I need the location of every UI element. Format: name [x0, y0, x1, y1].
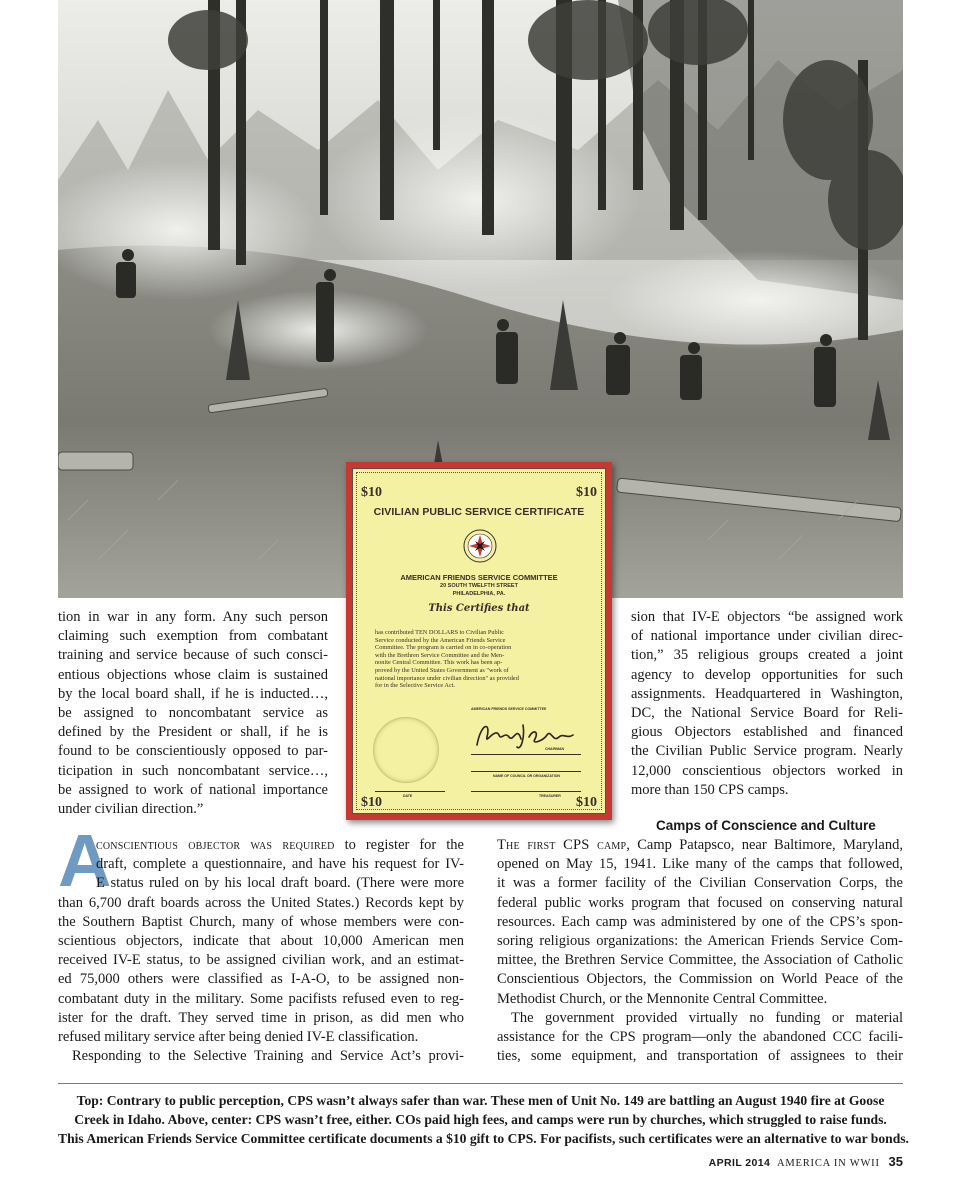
signature-line	[471, 754, 581, 755]
certificate-paper	[352, 468, 606, 814]
page-number: 35	[888, 1154, 903, 1169]
text-line: tion in war in any form. Any such person	[58, 609, 328, 625]
certificate-address-street: 20 SOUTH TWELFTH STREET	[440, 583, 518, 589]
certificate-organization: AMERICAN FRIENDS SERVICE COMMITTEE	[400, 573, 558, 582]
text-line: it was a former facility of the Civilian Conservation Corps, the	[497, 875, 903, 892]
lead-in-smallcaps: conscientious objector was required	[96, 837, 335, 853]
certificate-address-city: PHILADELPHIA, PA.	[452, 591, 506, 597]
text-line: ties, some equipment, and transportation of assignees to their	[497, 1048, 903, 1065]
embossed-seal-icon	[373, 717, 439, 783]
text-line: Responding to the Selective Training and Service Act’s provi-	[72, 1048, 464, 1065]
certificate-amount-top-right: $10	[576, 485, 597, 500]
drop-cap: A	[58, 819, 112, 902]
text-line: entious objections whose claim is sustained	[58, 666, 328, 683]
text-line: assignments. Headquartered in Washington,	[631, 685, 903, 702]
text-line: ister for the draft. They served time in prison, as did men who	[58, 1009, 464, 1026]
section-subhead: Camps of Conscience and Culture	[656, 818, 876, 833]
caption-line: This American Friends Service Committee certificate documents a $10 gift to CPS. For pacifists, such certificates were an alternative to war bonds.	[58, 1131, 909, 1146]
text-line: gious Objectors established and financed	[631, 724, 903, 741]
certificate-body-line: proved by the United States Government as "work of	[375, 666, 509, 674]
text-line: tion,” 35 religious groups created a joint	[631, 647, 903, 664]
text-line: sion that IV-E objectors “be assigned work	[631, 609, 903, 625]
text-line: The government provided virtually no funding or material	[511, 1009, 903, 1026]
issue-date: APRIL 2014	[708, 1157, 771, 1169]
text-line: received IV-E status, to be assigned civilian work, and an estimat-	[58, 952, 464, 969]
text-line: soring religious organizations: the American Friends Service Com-	[497, 933, 903, 950]
text-line	[58, 836, 464, 855]
text-line: of national importance under civilian direc-	[631, 628, 903, 645]
text-line: ed 75,000 others were classified as I-A-O, to be assigned non-	[58, 971, 464, 988]
certificate-date-label: DATE	[403, 794, 413, 798]
certificate-chairman-label: CHAIRMAN	[545, 747, 565, 751]
text-line: training and service because of such consci-	[58, 647, 328, 664]
article-column-right-main	[497, 836, 903, 1066]
certificate-certifies-heading: This Certifies that	[428, 603, 530, 614]
magazine-name: AMERICA IN WWII	[776, 1158, 880, 1169]
text-line: draft, complete a questionnaire, and have his request for IV-	[96, 856, 464, 873]
handwritten-signature-icon	[473, 717, 583, 753]
certificate-body-line: for in the Selective Service Act.	[375, 682, 456, 690]
caption-divider	[58, 1083, 903, 1084]
lead-in-smallcaps: The first CPS camp	[497, 837, 627, 853]
organization-line	[471, 771, 581, 772]
text-line: scientious objectors, indicate that about 10,000 American men	[58, 933, 464, 950]
text-line: claiming such exemption from combatant	[58, 628, 328, 645]
text-line: more than 150 CPS camps.	[631, 781, 789, 798]
page-footer	[709, 1154, 903, 1169]
text-line: DC, the National Service Board for Reli-	[631, 705, 903, 722]
certificate-body-line: has contributed TEN DOLLARS to Civilian Public	[375, 629, 504, 636]
text-line: the Southern Baptist Church, many of whose members were con-	[58, 913, 464, 930]
text-line: combatant duty in the military. Some pacifists refused even to reg-	[58, 990, 464, 1007]
lead-in-rest: , Camp Patapsco, near Baltimore, Maryland,	[626, 837, 903, 853]
certificate-body-line: with the Brethren Service Committee and the Men-	[375, 651, 505, 659]
text-line: than 6,700 draft boards across the United States.) Records kept by	[58, 894, 464, 911]
text-line: 12,000 conscientious objectors worked in	[631, 762, 903, 779]
certificate-title: CIVILIAN PUBLIC SERVICE CERTIFICATE	[373, 506, 585, 518]
treasurer-line	[471, 791, 581, 792]
photo-caption	[58, 1091, 909, 1148]
text-line: federal public works program that focused on conserving natural	[497, 894, 903, 911]
certificate-body-line: Service conducted by the American Friends Service	[375, 636, 506, 644]
text-line	[497, 836, 903, 855]
text-line: be assigned to work of national importance	[58, 781, 328, 798]
caption-line: Creek in Idaho. Above, center: CPS wasn’t free, either. COs paid high fees, and camps were run by churches, which struggled to raise funds.	[74, 1112, 887, 1127]
civilian-public-service-certificate	[346, 462, 612, 820]
text-line: Conscientious Objectors, the Commission on World Peace of the	[497, 971, 903, 988]
certificate-amount-bottom-left: $10	[361, 795, 382, 810]
certificate-organization-label: NAME OF COUNCIL OR ORGANIZATION	[493, 774, 560, 778]
text-line: under civilian direction.”	[58, 801, 204, 818]
text-line: resources. Each camp was administered by one of the CPS’s spon-	[497, 913, 903, 930]
date-line	[375, 791, 445, 792]
article-column-left-top	[58, 608, 328, 819]
text-line: defined by the President or shall, if he is	[58, 724, 328, 741]
caption-line: Top: Contrary to public perception, CPS wasn’t always safer than war. These men of Unit No. 149 are battling an August 1940 fire at Goose	[76, 1093, 885, 1108]
text-line: be assigned to noncombatant service as	[58, 705, 328, 722]
text-line: E status ruled on by his local draft board. (There were more	[96, 875, 464, 892]
certificate-signature-org: AMERICAN FRIENDS SERVICE COMMITTEE	[471, 707, 547, 711]
text-line: agency to develop opportunities for such	[631, 666, 903, 683]
article-column-left-main	[58, 836, 464, 1066]
certificate-body-line: nonite Central Committee. This work has been ap-	[375, 659, 503, 667]
certificate-body-line: national importance under civilian direction" as provided	[375, 674, 519, 682]
lead-in-rest: to register for the	[334, 837, 464, 853]
certificate-body-line: Committee. The program is carried on in co-operation	[375, 644, 512, 652]
certificate-amount-bottom-right: $10	[576, 795, 597, 810]
certificate-amount-top-left: $10	[361, 485, 382, 500]
certificate-body-text	[375, 629, 587, 690]
text-line: refused military service after being denied IV-E classification.	[58, 1029, 419, 1046]
text-line: mittee, the Brethren Service Committee, the Association of Catholic	[497, 952, 903, 969]
text-line: the Civilian Public Service program. Nearly	[631, 743, 903, 760]
certificate-treasurer-label: TREASURER	[539, 794, 561, 798]
text-line: ticipation in such noncombatant service…,	[58, 762, 328, 779]
text-line: by the local board shall, if he is inducted…,	[58, 685, 328, 702]
text-line: found to be conscientiously opposed to par-	[58, 743, 328, 760]
text-line: assistance for the CPS program—only the abandoned CCC facili-	[497, 1029, 903, 1046]
article-column-right-top	[631, 608, 903, 800]
text-line: Methodist Church, or the Mennonite Central Committee.	[497, 990, 828, 1007]
quaker-star-seal-icon	[463, 529, 497, 563]
text-line: opened on May 15, 1941. Like many of the camps that followed,	[497, 856, 903, 873]
